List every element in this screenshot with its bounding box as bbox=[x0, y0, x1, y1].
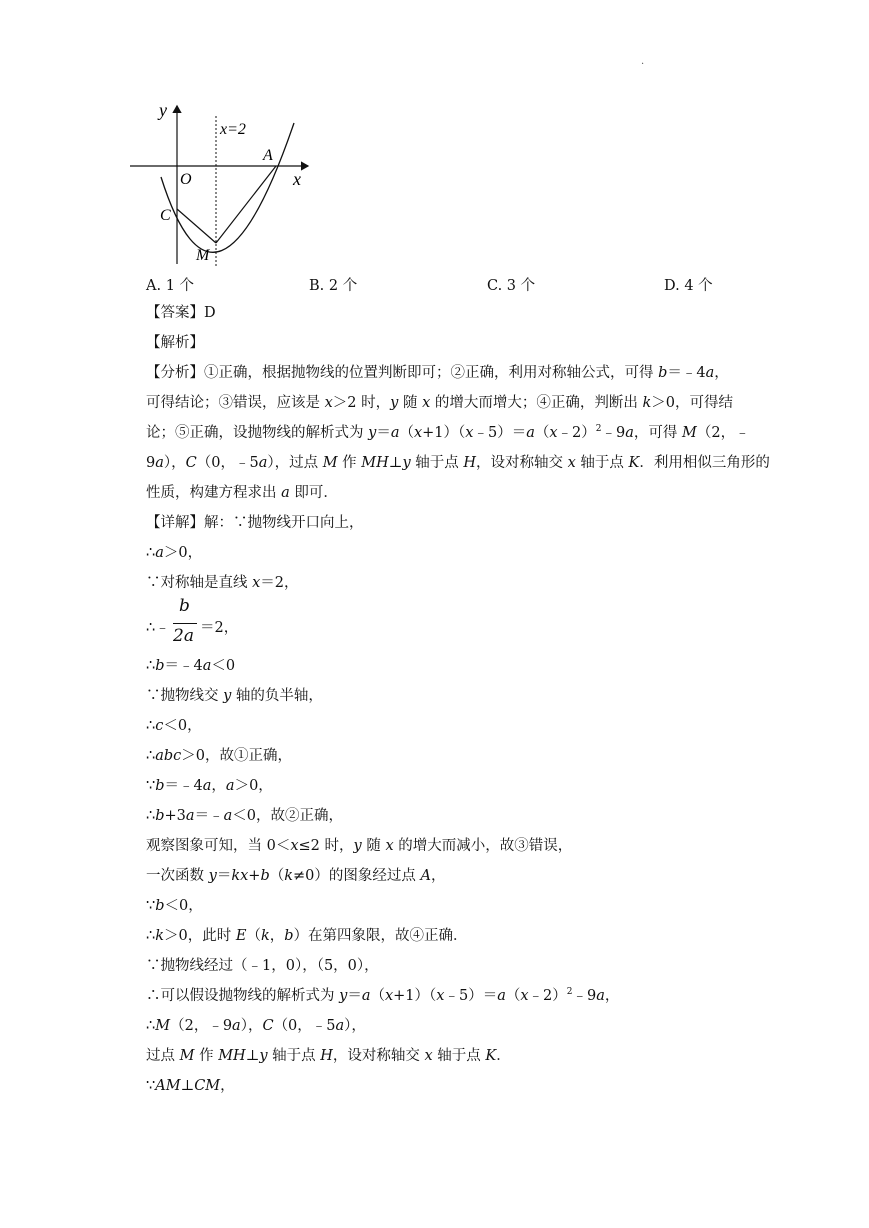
analysis-heading: 【解析】 bbox=[146, 335, 204, 351]
detail-line-17: ∴M（2，﹣9a），C（0，﹣5a）， bbox=[146, 1018, 366, 1034]
analysis-line-5: 性质，构建方程求出 a 即可． bbox=[146, 485, 338, 501]
detail-line-19: ∵AM⊥CM， bbox=[146, 1078, 235, 1094]
detail-line-10: ∴b+3a＝﹣a＜0，故②正确， bbox=[146, 808, 343, 824]
detail-line-1: 【详解】解：∵抛物线开口向上， bbox=[146, 515, 364, 531]
fraction-numerator: b bbox=[179, 596, 190, 616]
analysis-line-1: 【分析】①正确，根据抛物线的位置判断即可；②正确，利用对称轴公式，可得 b＝﹣4a， bbox=[146, 365, 729, 381]
point-M-label: M bbox=[196, 247, 210, 264]
fraction-denominator: 2a bbox=[173, 626, 194, 646]
option-c: C. 3 个 bbox=[487, 278, 536, 294]
analysis-line-4: 9a），C（0，﹣5a），过点 M 作 MH⊥y 轴于点 H，设对称轴交 x 轴于点 K．利用相似三角形的 bbox=[146, 455, 770, 471]
x-axis-label: x bbox=[293, 169, 301, 189]
analysis-line-2: 可得结论；③错误，应该是 x＞2 时，y 随 x 的增大而增大；④正确，判断出 k＞0，可得结 bbox=[146, 395, 733, 411]
fraction-bar bbox=[173, 623, 197, 624]
parabola-figure bbox=[128, 96, 318, 268]
detail-line-15: ∵抛物线经过（﹣1，0），（5，0）， bbox=[146, 958, 379, 974]
point-C-label: C bbox=[160, 207, 171, 224]
y-axis-label: y bbox=[159, 100, 167, 120]
header-dot: . bbox=[641, 56, 645, 67]
origin-label: O bbox=[180, 171, 192, 188]
line-MA bbox=[216, 166, 276, 243]
analysis-line-3: 论；⑤正确，设抛物线的解析式为 y＝a（x+1）（x﹣5）＝a（x﹣2）$^2$﹣9a，可得 M（2，﹣ bbox=[146, 424, 750, 441]
detail-line-7: ∴c＜0， bbox=[146, 718, 202, 734]
option-b: B. 2 个 bbox=[309, 278, 358, 294]
detail-line-16: ∴可以假设抛物线的解析式为 y＝a（x+1）（x﹣5）＝a（x﹣2）$^2$﹣9a， bbox=[146, 987, 620, 1004]
detail-line-11: 观察图象可知，当 0＜x≤2 时，y 随 x 的增大而减小，故③错误， bbox=[146, 838, 573, 854]
detail-line-5: ∴b＝﹣4a＜0 bbox=[146, 658, 236, 674]
option-d: D. 4 个 bbox=[664, 278, 713, 294]
detail-line-14: ∴k＞0，此时 E（k，b）在第四象限，故④正确． bbox=[146, 928, 468, 944]
answer-line: 【答案】D bbox=[146, 305, 216, 321]
detail-line-6: ∵抛物线交 y 轴的负半轴， bbox=[146, 688, 323, 704]
detail-line-13: ∵b＜0， bbox=[146, 898, 203, 914]
line-CM bbox=[177, 209, 216, 243]
detail-line-8: ∴abc＞0，故①正确， bbox=[146, 748, 293, 764]
detail-line-12: 一次函数 y＝kx+b（k≠0）的图象经过点 A， bbox=[146, 868, 446, 884]
option-a: A. 1 个 bbox=[146, 278, 195, 294]
detail-line-2: ∴a＞0， bbox=[146, 545, 203, 561]
symmetry-axis-label: x=2 bbox=[220, 121, 246, 138]
detail-line-9: ∵b＝﹣4a，a＞0， bbox=[146, 778, 273, 794]
point-A-label: A bbox=[263, 147, 273, 164]
detail-line-3: ∵对称轴是直线 x＝2， bbox=[146, 575, 299, 591]
detail-line-18: 过点 M 作 MH⊥y 轴于点 H，设对称轴交 x 轴于点 K． bbox=[146, 1048, 511, 1064]
